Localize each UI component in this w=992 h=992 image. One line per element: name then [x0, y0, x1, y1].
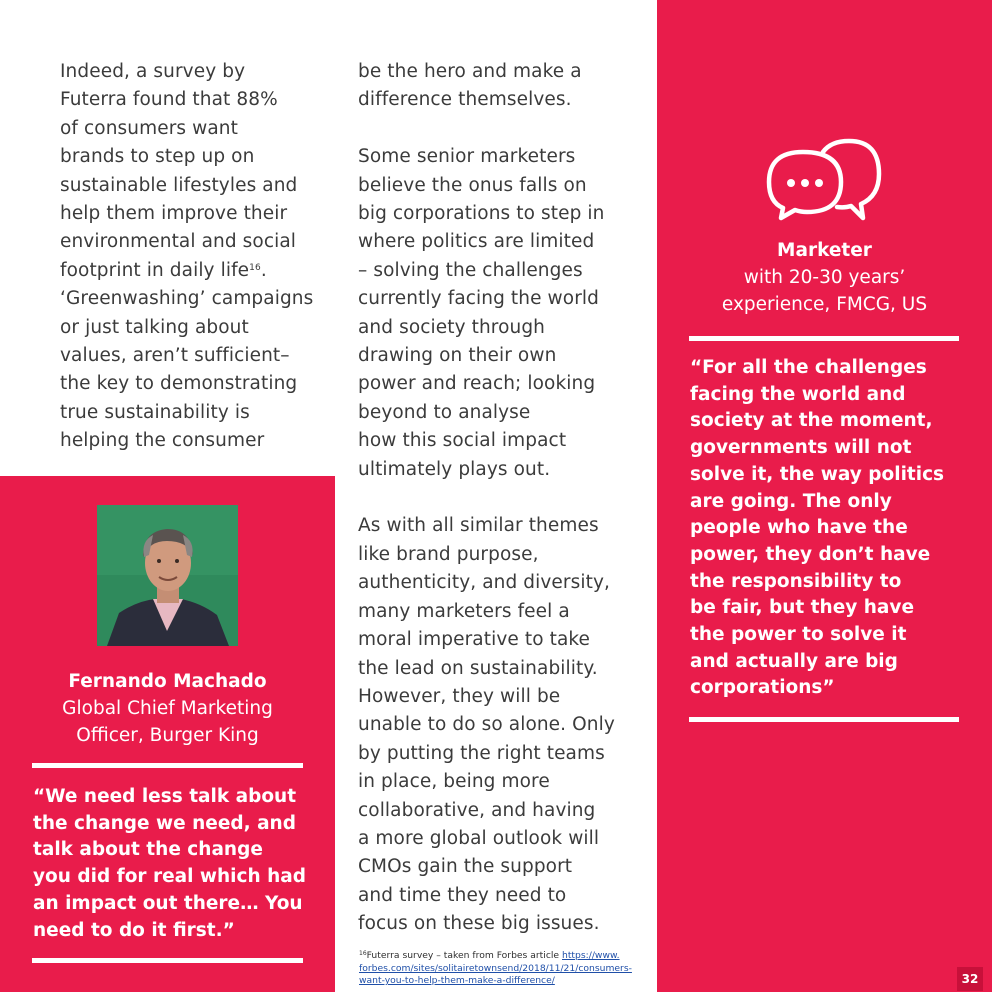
speaker-right [657, 237, 992, 318]
footnote-marker: 16 [359, 950, 367, 957]
footnote-link[interactable]: https://www. forbes.com/sites/solitairetownsend/2018/11/21/consumers- want-you-to-help-them-make-a-difference/ [359, 950, 632, 986]
footnote-text: Futerra survey – taken from Forbes article [366, 950, 562, 961]
body-paragraph: Some senior marketers believe the onus falls on big corporations to step in where politics are limited – solving the challenges currently facing the world and society through drawing on their own power and reach; looking beyond to analyse how this social impact ultimately plays out. [358, 146, 605, 480]
body-column-2 [358, 58, 648, 939]
quote-right [690, 355, 985, 702]
speaker-name: Marketer [777, 240, 872, 261]
body-paragraph: As with all similar themes like brand purpose, authenticity, and diversity, many marketers feel a moral imperative to take the lead on sustainability. However, they will be unable to do so alone. Only by putting the right teams in place, being more collaborative, and having a more global outlook will CMOs gain the support and time they need to focus on these big issues. [358, 515, 615, 935]
page-number: 32 [957, 967, 983, 991]
speaker-role: Global Chief Marketing [62, 698, 273, 719]
divider [32, 763, 303, 768]
speaker-role: with 20-30 years’ [743, 267, 906, 288]
divider [32, 958, 303, 963]
footnote-reference: 16 [249, 262, 261, 273]
body-paragraph: Indeed, a survey by Futerra found that 88% of consumers want brands to step up on sustainable lifestyles and help them improve their environmental and social footprint in daily life$^{16}$. ‘Greenwashing’ campaigns or just talking about values, aren’t sufficient– the key to demonstrating true sustainability is helping the consumer [60, 61, 314, 452]
body-column-1 [60, 58, 345, 456]
quote-text: “We need less talk about the change we need, and talk about the change you did for real which had an impact out there… You need to do it first.” [33, 786, 306, 941]
speaker-name: Fernando Machado [68, 671, 267, 692]
footnote [359, 950, 654, 988]
speech-bubbles-icon [765, 138, 885, 223]
portrait-photo [97, 505, 238, 646]
divider [689, 717, 959, 722]
speaker-role: Officer, Burger King [76, 725, 259, 746]
quote-text: “For all the challenges facing the world and society at the moment, governments will not solve it, the way politics are going. The only people who have the power, they don’t have the responsibility to be fair, but they have the power to solve it and actually are big corporations” [690, 357, 945, 699]
speaker-role: experience, FMCG, US [721, 294, 928, 315]
portrait-illustration [97, 505, 238, 646]
divider [689, 336, 959, 341]
speaker-left [0, 668, 335, 749]
quote-left [33, 784, 328, 944]
body-paragraph: be the hero and make a difference themselves. [358, 61, 582, 111]
